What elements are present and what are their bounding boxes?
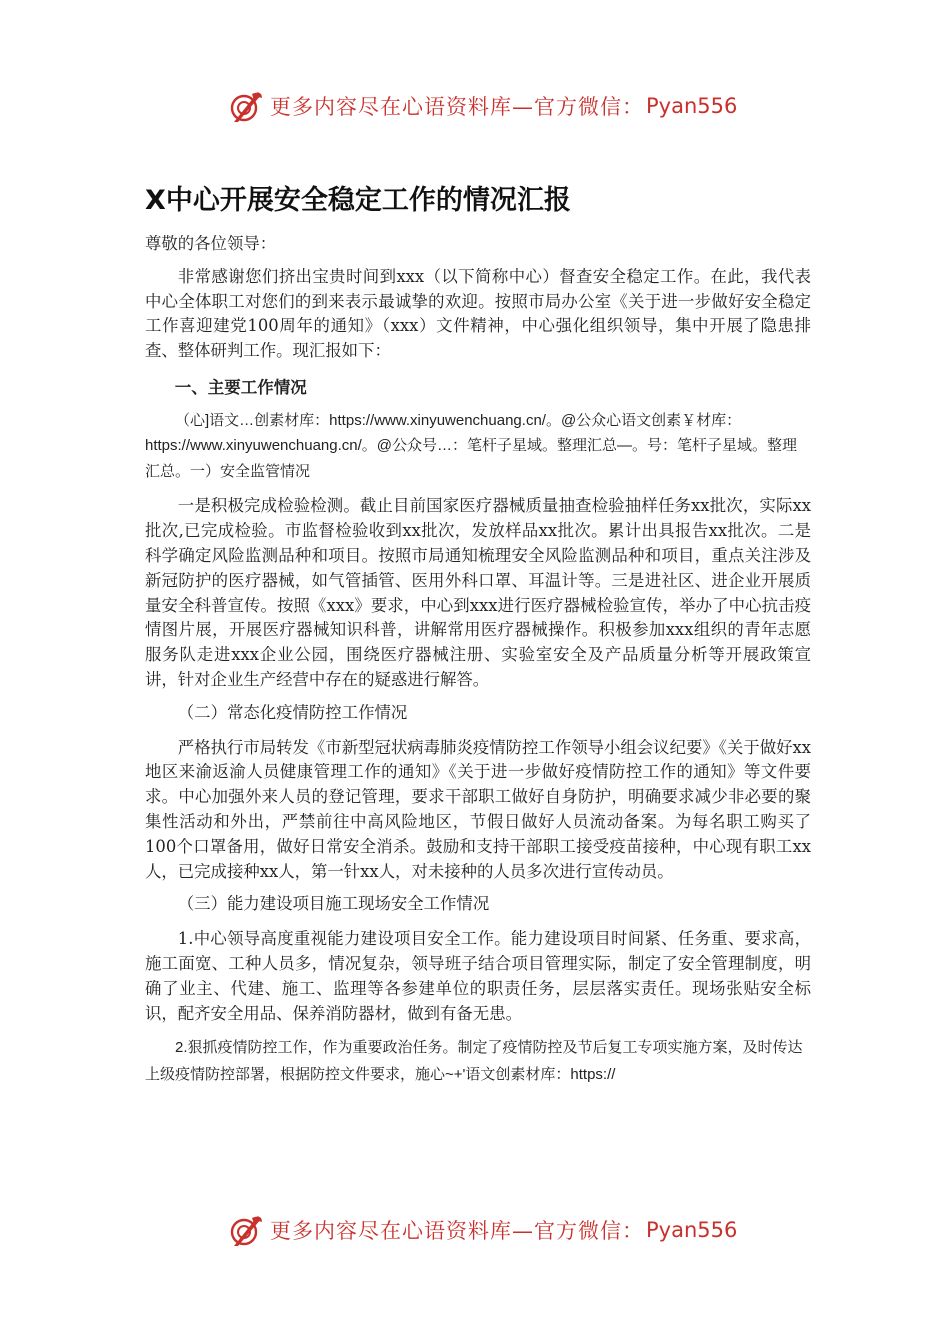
quill-logo-icon bbox=[228, 88, 264, 124]
subheading-construction: （三）能力建设项目施工现场安全工作情况 bbox=[177, 894, 490, 914]
paragraph-epidemic: 严格执行市局转发《市新型冠状病毒肺炎疫情防控工作领导小组会议纪要》《关于做好xx地区来渝返渝人员健康管理工作的通知》《关于进一步做好疫情防控工作的通知》等文件要求。中心加强外来人员的登记管理，要求干部职工做好自身防护，明确要求减少非必要的聚集性活动和外出，严禁前往中高风险地区，节假日做好人员流动备案。为每名职工购买了100个口罩备用，做好日常安全消杀。鼓励和支持干部职工接受疫苗接种，中心现有职工xx人，已完成接种xx人，第一针xx人，对未接种的人员多次进行宣传动员。 bbox=[145, 737, 811, 881]
section-heading-1: 一、主要工作情况 bbox=[174, 377, 307, 397]
banner-slogan: 更多内容尽在心语资料库—官方微信： bbox=[270, 1219, 644, 1243]
paragraph-inspection: 一是积极完成检验检测。截止目前国家医疗器械质量抽查检验抽样任务xx批次，实际xx批次,已完成检验。市监督检验收到xx批次，发放样品xx批次。累计出具报告xx批次。二是科学确定风险监测品种和项目。按照市局通知梳理安全风险监测品种和项目，重点关注涉及新冠防护的医疗器械，如气管插管、医用外科口罩、耳温计等。三是进社区、进企业开展质量安全科普宣传。按照《xxx》要求，中心到xxx进行医疗器械检验宣传，举办了中心抗击疫情图片展，开展医疗器械知识科普，讲解常用医疗器械操作。积极参加xxx组织的青年志愿服务队走进xxx企业公园，围绕医疗器械注册、实验室安全及产品质量分析等开展政策宣讲，针对企业生产经营中存在的疑惑进行解答。 bbox=[145, 496, 811, 690]
intro-paragraph: 非常感谢您们挤出宝贵时间到xxx（以下简称中心）督查安全稳定工作。在此，我代表中心全体职工对您们的到来表示最诚挚的欢迎。按照市局办公室《关于进一步做好安全稳定工作喜迎建党100周年的通知》（xxx）文件精神，中心强化组织领导，集中开展了隐患排查、整体研判工作。现汇报如下： bbox=[145, 266, 811, 361]
document-body bbox=[145, 232, 811, 1088]
salutation: 尊敬的各位领导： bbox=[145, 234, 277, 253]
paragraph-epidemic-work: 2.狠抓疫情防控工作，作为重要政治任务。制定了疫情防控及节后复工专项实施方案，及时传达上级疫情防控部署，根据防控文件要求，施心~+'语文创素材库：https:// bbox=[145, 1039, 803, 1084]
header-banner bbox=[228, 86, 738, 126]
banner-wechat-id: Pyan556 bbox=[646, 94, 738, 118]
watermark-note: （心]语文…创素材库：https://www.xinyuwenchuang.cn/。@公众心语文创素￥材库：https://www.xinyuwenchuang.cn/。@公众号…：笔杆子星域。整理汇总—。号：笔杆子星域。整理汇总。一）安全监管情况 bbox=[145, 411, 798, 480]
banner-wechat-id: Pyan556 bbox=[646, 1218, 738, 1242]
banner-slogan: 更多内容尽在心语资料库—官方微信： bbox=[270, 95, 644, 119]
document-title: X中心开展安全稳定工作的情况汇报 bbox=[145, 185, 571, 216]
quill-logo-icon bbox=[228, 1212, 264, 1248]
paragraph-construction: 1.中心领导高度重视能力建设项目安全工作。能力建设项目时间紧、任务重、要求高，施工面宽、工种人员多，情况复杂，领导班子结合项目管理实际，制定了安全管理制度，明确了业主、代建、施工、监理等各参建单位的职责任务，层层落实责任。现场张贴安全标识，配齐安全用品、保养消防器材，做到有备无患。 bbox=[145, 929, 811, 1023]
footer-banner bbox=[228, 1210, 738, 1250]
subheading-epidemic: （二）常态化疫情防控工作情况 bbox=[177, 702, 408, 722]
